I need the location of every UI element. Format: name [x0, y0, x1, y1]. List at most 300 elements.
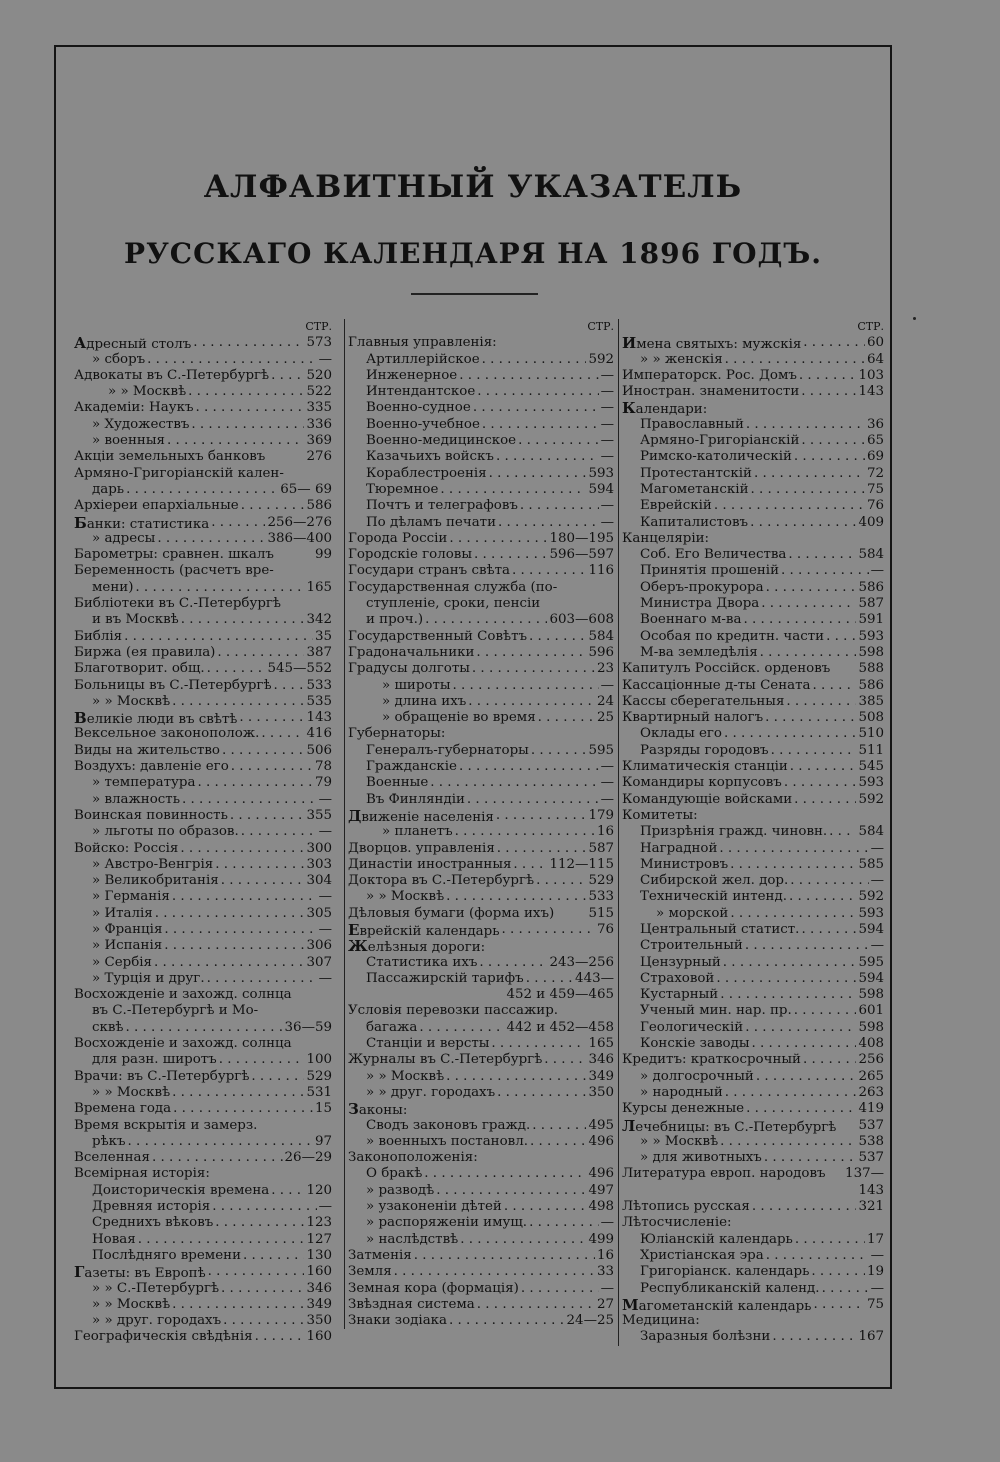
entry-label: Министра Двора [640, 596, 760, 612]
leader-dots [762, 1150, 857, 1166]
leader-dots [528, 1134, 586, 1150]
page-number: 342 [306, 612, 332, 628]
page-number: 304 [306, 873, 332, 889]
leader-dots [721, 955, 857, 971]
leader-dots [269, 368, 304, 384]
leader-dots [793, 1232, 865, 1248]
index-entry [622, 824, 884, 840]
page-number [882, 400, 884, 416]
index-entry [348, 743, 614, 759]
page-number: 545 [858, 759, 884, 775]
index-entry [622, 596, 884, 612]
entry-label: Въ Финляндіи [366, 791, 465, 807]
index-entry [622, 987, 884, 1003]
leader-dots [707, 400, 882, 416]
index-entry [74, 1101, 332, 1117]
page-number: — [600, 1280, 614, 1296]
index-entry [74, 726, 332, 742]
index-entry [622, 873, 884, 889]
page-number: 350 [306, 1313, 332, 1329]
leader-dots [257, 1118, 330, 1134]
page-number: 529 [306, 1068, 332, 1084]
index-entry [348, 971, 614, 987]
entry-label: сквѣ [92, 1019, 124, 1035]
index-entry [622, 906, 884, 922]
entry-label: » Франція [92, 921, 163, 937]
leader-dots [792, 449, 865, 465]
index-entry [74, 1052, 332, 1068]
leader-dots [281, 596, 330, 612]
entry-label: » адресы [92, 530, 156, 546]
page-number: 27 [596, 1296, 614, 1312]
leader-dots [717, 841, 868, 857]
entry-label: Магометанскій календарь [622, 1296, 812, 1314]
leader-dots [171, 1101, 313, 1117]
page-frame [54, 45, 892, 1389]
page-number: 72 [866, 465, 884, 481]
entry-label: Дворцов. управленія [348, 840, 495, 856]
page-number: 586 [858, 677, 884, 693]
index-entry [74, 1329, 332, 1345]
page-number: 591 [858, 612, 884, 628]
page-number: 23 [596, 661, 614, 677]
page-number: 585 [858, 856, 884, 872]
index-entry [622, 1134, 884, 1150]
index-entry [622, 1101, 884, 1117]
index-entry [348, 922, 614, 938]
index-entry [74, 1297, 332, 1313]
page-number: — [600, 384, 614, 400]
index-entry [348, 938, 614, 954]
page-number: 335 [306, 400, 332, 416]
index-entry [348, 710, 614, 726]
page-number [330, 466, 332, 482]
entry-label: Центральный статист. [640, 921, 800, 937]
page-number: 116 [588, 563, 614, 579]
page-number: 595 [588, 742, 614, 758]
leader-dots [530, 1118, 586, 1134]
entry-label: Гражданскіе [366, 759, 457, 775]
leader-dots [458, 1232, 586, 1248]
leader-dots [195, 775, 313, 791]
index-entry [74, 710, 332, 726]
leader-dots [784, 694, 856, 710]
entry-label: Послѣдняго времени [92, 1247, 241, 1263]
index-entry [622, 1248, 884, 1264]
entry-label: Биржа (ея правила) [74, 644, 216, 660]
entry-label: » широты [382, 677, 451, 693]
leader-dots [527, 1215, 599, 1231]
page-number: 533 [588, 889, 614, 905]
page-number: 306 [306, 938, 332, 954]
index-entry [622, 808, 884, 824]
leader-dots [210, 1199, 316, 1215]
entry-label: Академіи: Наукъ [74, 400, 194, 416]
index-entry [74, 971, 332, 987]
index-entry [74, 482, 332, 498]
page-number: 130 [306, 1247, 332, 1263]
index-entry [74, 889, 332, 905]
title-divider [411, 293, 538, 295]
leader-dots [723, 1085, 857, 1101]
leader-dots [170, 889, 317, 905]
leader-dots [836, 1118, 856, 1134]
page-number [612, 1003, 614, 1019]
index-entry [622, 792, 884, 808]
page-number [612, 1101, 614, 1117]
page-number: 498 [588, 1199, 614, 1215]
index-entry [348, 1232, 614, 1248]
entry-label: Лѣтосчисленіе: [622, 1215, 732, 1231]
leader-dots [700, 1313, 882, 1329]
page-number: 305 [306, 905, 332, 921]
entry-label: Законоположенія: [348, 1150, 478, 1166]
leader-dots [193, 400, 304, 416]
leader-dots [165, 433, 305, 449]
page-number: 442 и 452—458 [506, 1019, 614, 1035]
page-number: 508 [858, 710, 884, 726]
page-number [882, 1313, 884, 1329]
leader-dots [799, 922, 856, 938]
entry-label: рѣкъ [92, 1133, 126, 1149]
entry-label: Капиталистовъ [640, 514, 749, 530]
page-number: 60 [866, 335, 884, 351]
entry-label: Командиры корпусовъ [622, 775, 782, 791]
page-number: 416 [306, 726, 332, 742]
page-number: 409 [858, 514, 884, 530]
index-entry [622, 1052, 884, 1068]
index-entry [622, 971, 884, 987]
entry-label: Воинская повинность [74, 807, 228, 823]
leader-dots [451, 678, 599, 694]
entry-label: Военнаго м-ва [640, 612, 742, 628]
leader-dots [743, 1020, 856, 1036]
entry-label: Династіи иностранныя [348, 856, 512, 872]
entry-label: Желѣзныя дороги: [348, 938, 486, 955]
leader-dots [511, 857, 547, 873]
index-entry [348, 987, 614, 1003]
index-entry [348, 482, 614, 498]
page-number: 99 [314, 547, 332, 563]
leader-dots [179, 612, 305, 628]
index-entry [622, 1313, 884, 1329]
leader-dots [206, 1264, 305, 1280]
index-entry [622, 1264, 884, 1280]
page-number: — [600, 400, 614, 416]
page-number: 256 [858, 1052, 884, 1068]
page-number: 497 [588, 1182, 614, 1198]
page-number: — [318, 791, 332, 807]
page-number: 103 [858, 367, 884, 383]
entry-label: Главныя управленія: [348, 335, 497, 351]
entry-label: Кассаціонные д-ты Сената [622, 677, 811, 693]
index-entry [622, 482, 884, 498]
page-number: 120 [306, 1182, 332, 1198]
leader-dots [759, 596, 856, 612]
page-number: — [600, 433, 614, 449]
entry-label: Станціи и версты [366, 1036, 490, 1052]
page-number: — [600, 514, 614, 530]
leader-dots [447, 531, 547, 547]
leader-dots [744, 1101, 856, 1117]
index-entry [348, 824, 614, 840]
page-number: 180—195 [549, 530, 614, 546]
index-entry [74, 1183, 332, 1199]
leader-dots [213, 1215, 304, 1231]
entry-label: мени) [92, 579, 134, 595]
leader-dots [438, 482, 586, 498]
entry-label: » народный [640, 1084, 723, 1100]
entry-label: Интендантское [366, 384, 476, 400]
leader-dots [186, 384, 304, 400]
entry-label: Акціи земельныхъ банковъ [74, 449, 266, 465]
page-number: 276 [306, 449, 332, 465]
leader-dots [447, 1313, 565, 1329]
page-number: 33 [596, 1264, 614, 1280]
leader-dots [170, 1085, 304, 1101]
page-number: 594 [858, 970, 884, 986]
entry-label: Канцеляріи: [622, 530, 710, 546]
leader-dots [554, 906, 586, 922]
index-entry [622, 1036, 884, 1052]
entry-label: Геологическій [640, 1019, 744, 1035]
leader-dots [787, 889, 856, 905]
entry-label: Всемірная исторія: [74, 1166, 210, 1182]
index-entry [74, 1215, 332, 1231]
page-number [612, 726, 614, 742]
page-number: 263 [858, 1084, 884, 1100]
entry-label: въ С.-Петербургѣ и Мо- [92, 1003, 259, 1019]
leader-dots [698, 808, 882, 824]
index-entry [348, 335, 614, 351]
entry-label: для разн. широтъ [92, 1052, 217, 1068]
page-number: 65 [866, 433, 884, 449]
page-number [882, 531, 884, 547]
index-entry [622, 938, 884, 954]
leader-dots [827, 824, 856, 840]
index-entry [348, 955, 614, 971]
page-number: 143 [306, 710, 332, 726]
index-entry [74, 922, 332, 938]
index-entry [348, 1020, 614, 1036]
entry-label: Архіереи епархіальные [74, 498, 239, 514]
index-entry [622, 433, 884, 449]
index-entry [348, 906, 614, 922]
leader-dots [478, 1150, 612, 1166]
leader-dots [750, 1199, 857, 1215]
page-number: 349 [306, 1296, 332, 1312]
entry-label: » Испанія [92, 938, 163, 954]
index-entry [74, 1166, 332, 1182]
index-entry [348, 661, 614, 677]
index-entry [74, 612, 332, 628]
index-entry [74, 400, 332, 416]
index-entry [622, 1020, 884, 1036]
page-number: 75 [866, 481, 884, 497]
index-column-1 [74, 319, 332, 1346]
index-entry [622, 400, 884, 416]
leader-dots [830, 661, 856, 677]
index-entry [74, 775, 332, 791]
leader-dots [770, 1329, 856, 1345]
index-entry [74, 645, 332, 661]
entry-label: По дѣламъ печати [366, 514, 497, 530]
entry-label: Географическія свѣдѣнія [74, 1329, 253, 1345]
entry-label: Военно-учебное [366, 416, 480, 432]
leader-dots [466, 694, 595, 710]
index-entry [622, 563, 884, 579]
leader-dots [269, 1183, 304, 1199]
entry-label: » Италія [92, 905, 153, 921]
leader-dots [221, 1313, 304, 1329]
page-number [330, 1036, 332, 1052]
leader-dots [258, 1003, 330, 1019]
page-number: — [600, 416, 614, 432]
leader-dots [718, 1134, 856, 1150]
page-number: — [600, 449, 614, 465]
entry-label: Разряды городовъ [640, 742, 769, 758]
leader-dots [722, 726, 856, 742]
leader-dots [797, 368, 857, 384]
leader-dots [153, 906, 305, 922]
entry-label: Генералъ-губернаторы [366, 742, 529, 758]
entry-label: Климатическія станціи [622, 759, 788, 775]
leader-dots [809, 1264, 865, 1280]
index-entry [622, 612, 884, 628]
entry-label: Воздухъ: давленіе его [74, 759, 229, 775]
leader-dots [133, 580, 304, 596]
index-entry [348, 1166, 614, 1182]
page-title: АЛФАВИТНЫЙ УКАЗАТЕЛЬ [203, 169, 743, 205]
page-number: 35 [314, 628, 332, 644]
leader-dots [557, 580, 612, 596]
index-entry [622, 726, 884, 742]
index-entry [622, 955, 884, 971]
entry-label: Адресный столъ [74, 335, 192, 352]
leader-dots [764, 1248, 869, 1264]
leader-dots [495, 841, 587, 857]
leader-dots [170, 1297, 304, 1313]
page-number: 584 [858, 824, 884, 840]
leader-dots [191, 335, 304, 351]
leader-dots [709, 531, 882, 547]
index-entry [622, 531, 884, 547]
page-number [612, 596, 614, 612]
entry-label: » для животныхъ [640, 1150, 762, 1166]
entry-label: Законы: [348, 1101, 408, 1118]
page-number: 346 [588, 1052, 614, 1068]
leader-dots [292, 1036, 330, 1052]
index-entry [348, 1101, 614, 1117]
leader-dots [444, 889, 586, 905]
entry-label: Инженерное [366, 367, 458, 383]
page-number: 137— [845, 1166, 884, 1182]
index-entry [622, 889, 884, 905]
entry-label: Кредитъ: краткосрочный [622, 1052, 801, 1068]
entry-label: » Сербія [92, 954, 152, 970]
entry-label: Великіе люди въ свѣтѣ [74, 710, 238, 727]
page-number: 336 [306, 416, 332, 432]
index-entry [74, 1069, 332, 1085]
leader-dots [477, 955, 547, 971]
entry-label: Доисторическія времена [92, 1182, 270, 1198]
leader-dots [249, 1069, 304, 1085]
leader-dots [274, 547, 313, 563]
leader-dots [749, 1036, 856, 1052]
index-entry [74, 563, 332, 579]
leader-dots [205, 971, 317, 987]
leader-dots [752, 466, 865, 482]
leader-dots [799, 433, 865, 449]
page-number: 300 [306, 840, 332, 856]
page-number [330, 1118, 332, 1134]
page-number: 36 [866, 416, 884, 432]
index-entry [348, 384, 614, 400]
leader-dots [392, 1264, 595, 1280]
page-number: 36—59 [284, 1019, 332, 1035]
entry-label: » » друг. городахъ [92, 1313, 222, 1329]
page-number [882, 808, 884, 824]
page-number [330, 596, 332, 612]
leader-dots [518, 498, 599, 514]
leader-dots [788, 873, 868, 889]
entry-label: Медицина: [622, 1313, 700, 1329]
page-number: 355 [306, 807, 332, 823]
index-entry [622, 841, 884, 857]
entry-label: Капитулъ Россійск. орденовъ [622, 661, 831, 677]
leader-dots [779, 563, 869, 579]
leader-dots [284, 466, 330, 482]
page-number: 24—25 [566, 1313, 614, 1329]
index-entry [622, 1183, 884, 1199]
page-number: 593 [588, 465, 614, 481]
index-entry [622, 629, 884, 645]
index-entry [74, 335, 332, 351]
entry-label: Журналы въ С.-Петербургѣ [348, 1052, 543, 1068]
index-entry [74, 498, 332, 514]
leader-dots [265, 449, 304, 465]
index-entry [348, 694, 614, 710]
index-entry [348, 1183, 614, 1199]
leader-dots [558, 1003, 612, 1019]
entry-label: » обращеніе во время [382, 710, 536, 726]
page-number: 499 [588, 1231, 614, 1247]
leader-dots [124, 482, 278, 498]
page-number: 408 [858, 1036, 884, 1052]
page-number: 65— 69 [280, 481, 332, 497]
index-entry [622, 743, 884, 759]
page-number: 346 [306, 1280, 332, 1296]
page-number: 25 [596, 710, 614, 726]
leader-dots [237, 710, 304, 726]
index-entry [348, 466, 614, 482]
entry-label: Военные [366, 775, 429, 791]
entry-label: Градусы долготы [348, 661, 470, 677]
entry-label: Благотворит. общ. [74, 661, 205, 677]
leader-dots [510, 563, 586, 579]
entry-label: Адвокаты въ С.-Петербургѣ [74, 367, 270, 383]
leader-dots [219, 1281, 304, 1297]
index-entry [348, 400, 614, 416]
entry-label: Григоріанск. календарь [640, 1264, 810, 1280]
page-number: 598 [858, 987, 884, 1003]
leader-dots [213, 857, 304, 873]
index-entry [622, 1166, 884, 1182]
page-number [612, 938, 614, 954]
page-subtitle: РУССКАГО КАЛЕНДАРЯ НА 1896 ГОДЪ. [124, 237, 822, 270]
leader-dots [470, 661, 595, 677]
index-entry [622, 547, 884, 563]
